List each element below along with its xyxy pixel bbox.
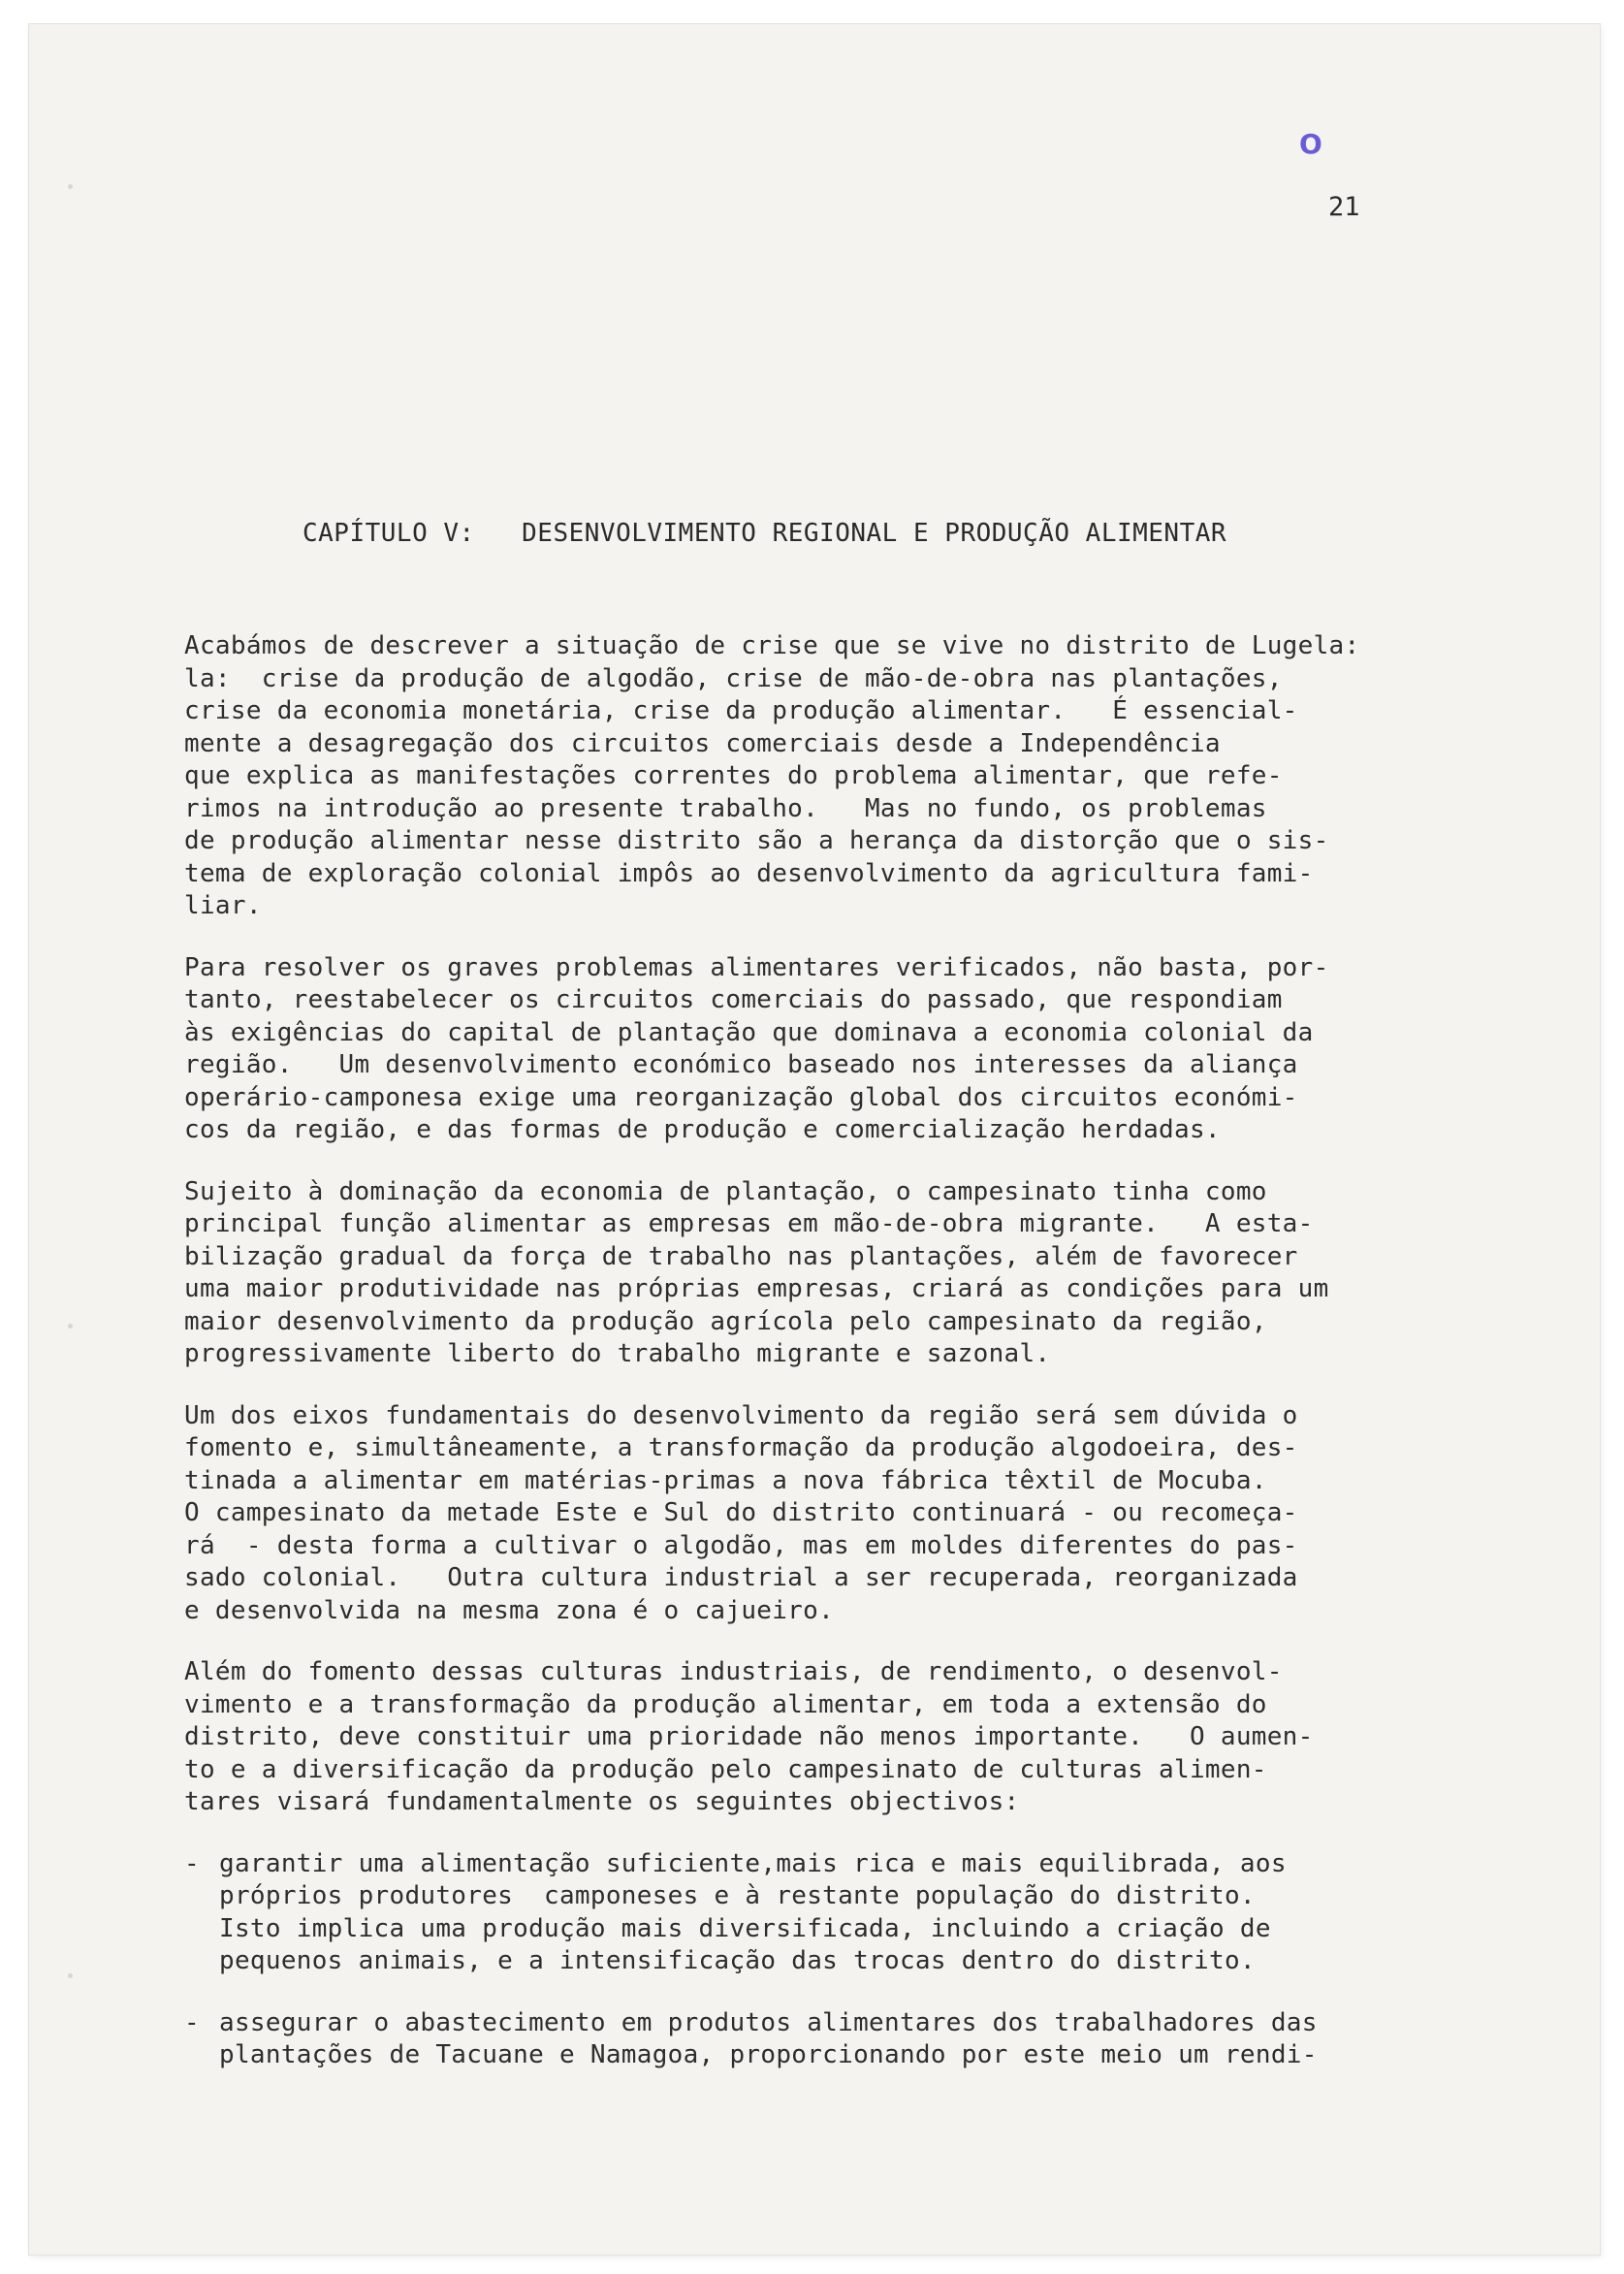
- text-line: tema de exploração colonial impôs ao desenvolvimento da agricultura fami-: [184, 858, 1314, 888]
- text-line: pequenos animais, e a intensificação das trocas dentro do distrito.: [219, 1946, 1256, 1975]
- text-line: Um dos eixos fundamentais do desenvolvimento da região será sem dúvida o: [184, 1400, 1298, 1430]
- text-line: fomento e, simultâneamente, a transformação da produção algodoeira, des-: [184, 1433, 1298, 1462]
- text-line: assegurar o abastecimento em produtos alimentares dos trabalhadores das: [219, 2007, 1318, 2037]
- bullet-item: [184, 1848, 1483, 1978]
- paragraph: [184, 952, 1483, 1147]
- text-line: e desenvolvida na mesma zona é o cajueiro.: [184, 1595, 835, 1625]
- margin-mark: [68, 184, 73, 189]
- text-line: mente a desagregação dos circuitos comerciais desde a Independência: [184, 728, 1221, 758]
- text-line: liar.: [184, 891, 262, 920]
- text-line: crise da economia monetária, crise da produção alimentar. É essencial-: [184, 696, 1298, 725]
- text-line: Além do fomento dessas culturas industriais, de rendimento, o desenvol-: [184, 1657, 1283, 1686]
- bullet-dash: -: [184, 2007, 200, 2037]
- text-line: maior desenvolvimento da produção agrícola pelo campesinato da região,: [184, 1306, 1267, 1336]
- text-line: vimento e a transformação da produção alimentar, em toda a extensão do: [184, 1689, 1267, 1719]
- text-line: bilização gradual da força de trabalho nas plantações, além de favorecer: [184, 1241, 1298, 1271]
- paragraph: [184, 630, 1483, 923]
- text-line: tares visará fundamentalmente os seguintes objectivos:: [184, 1787, 1020, 1816]
- text-line: progressivamente liberto do trabalho migrante e sazonal.: [184, 1339, 1051, 1368]
- text-line: uma maior produtividade nas próprias empresas, criará as condições para um: [184, 1274, 1329, 1303]
- margin-mark: [68, 1324, 73, 1329]
- bullet-list: [184, 1848, 1483, 2072]
- bullet-dash: -: [184, 1848, 200, 1878]
- text-line: Acabámos de descrever a situação de crise que se vive no distrito de Lugela:: [184, 631, 1360, 660]
- text-line: O campesinato da metade Este e Sul do distrito continuará - ou recomeça-: [184, 1498, 1298, 1527]
- text-line: garantir uma alimentação suficiente,mais rica e mais equilibrada, aos: [219, 1848, 1287, 1878]
- text-line: próprios produtores camponeses e à restante população do distrito.: [219, 1881, 1256, 1910]
- paragraph: [184, 1400, 1483, 1628]
- text-line: Isto implica uma produção mais diversificada, incluindo a criação de: [219, 1913, 1271, 1943]
- paragraphs: [184, 630, 1483, 1819]
- chapter-title: CAPÍTULO V: DESENVOLVIMENTO REGIONAL E PRODUÇÃO ALIMENTAR: [303, 519, 1227, 548]
- text-line: rimos na introdução ao presente trabalho. Mas no fundo, os problemas: [184, 793, 1267, 823]
- handwritten-mark: O: [1299, 128, 1322, 160]
- paragraph: [184, 1656, 1483, 1819]
- text-line: la: crise da produção de algodão, crise de mão-de-obra nas plantações,: [184, 663, 1283, 693]
- page-number: 21: [1328, 192, 1360, 222]
- text-line: às exigências do capital de plantação que dominava a economia colonial da: [184, 1017, 1314, 1047]
- text-line: distrito, deve constituir uma prioridade não menos importante. O aumen-: [184, 1722, 1314, 1751]
- text-line: operário-camponesa exige uma reorganização global dos circuitos económi-: [184, 1082, 1298, 1112]
- text-line: sado colonial. Outra cultura industrial a ser recuperada, reorganizada: [184, 1563, 1298, 1592]
- body-text: [184, 630, 1483, 2101]
- text-line: to e a diversificação da produção pelo campesinato de culturas alimen-: [184, 1754, 1267, 1784]
- text-line: Sujeito à dominação da economia de plantação, o campesinato tinha como: [184, 1176, 1267, 1206]
- text-line: tanto, reestabelecer os circuitos comerciais do passado, que respondiam: [184, 985, 1283, 1014]
- text-line: Para resolver os graves problemas alimentares verificados, não basta, por-: [184, 952, 1329, 982]
- text-line: região. Um desenvolvimento económico baseado nos interesses da aliança: [184, 1050, 1298, 1079]
- text-line: principal função alimentar as empresas em mão-de-obra migrante. A esta-: [184, 1209, 1314, 1238]
- text-line: tinada a alimentar em matérias-primas a nova fábrica têxtil de Mocuba.: [184, 1465, 1267, 1495]
- text-line: plantações de Tacuane e Namagoa, proporcionando por este meio um rendi-: [219, 2040, 1318, 2069]
- text-line: cos da região, e das formas de produção e comercialização herdadas.: [184, 1115, 1221, 1144]
- paragraph: [184, 1176, 1483, 1371]
- text-line: rá - desta forma a cultivar o algodão, mas em moldes diferentes do pas-: [184, 1530, 1298, 1560]
- bullet-item: [184, 2007, 1483, 2072]
- text-line: que explica as manifestações correntes do problema alimentar, que refe-: [184, 761, 1283, 790]
- margin-mark: [68, 1973, 73, 1978]
- text-line: de produção alimentar nesse distrito são a herança da distorção que o sis-: [184, 826, 1329, 855]
